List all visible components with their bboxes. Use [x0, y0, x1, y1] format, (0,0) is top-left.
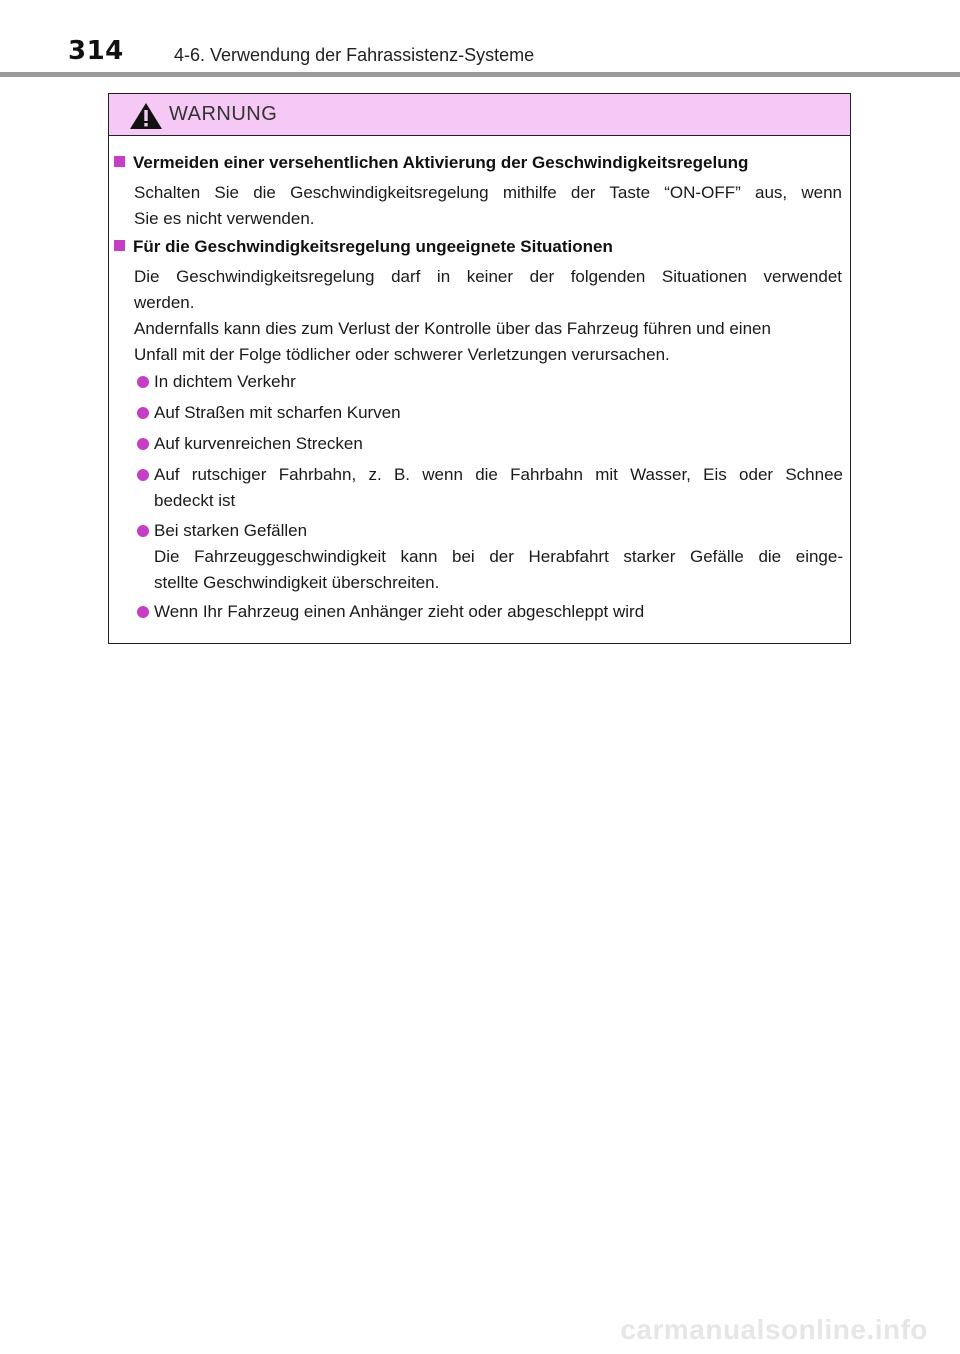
- section-heading: [114, 153, 748, 173]
- section-heading: [114, 237, 613, 257]
- list-item: [137, 431, 843, 457]
- section-heading-text: Vermeiden einer versehentlichen Aktivierung der Geschwindigkeitsregelung: [133, 153, 749, 172]
- text-line: Die Fahrzeuggeschwindigkeit kann bei der Herabfahrt starker Gefälle die einge-: [154, 547, 843, 566]
- section-paragraph: [134, 180, 842, 232]
- section-title: 4-6. Verwendung der Fahrassistenz-Systeme: [174, 45, 535, 65]
- page-header: [0, 0, 960, 78]
- round-bullet-icon: [137, 438, 149, 450]
- list-item-text: [154, 462, 843, 514]
- list-item: [137, 369, 843, 395]
- list-item: [137, 400, 843, 426]
- list-item: [137, 518, 843, 596]
- list-item-text: Auf kurvenreichen Strecken: [154, 434, 363, 453]
- list-item-text: In dichtem Verkehr: [154, 372, 296, 391]
- round-bullet-icon: [137, 525, 149, 537]
- text-line: werden.: [134, 293, 195, 312]
- page-number: 314: [68, 36, 124, 66]
- section-paragraph: [134, 264, 842, 368]
- list-item-text: [154, 518, 843, 596]
- text-line: Auf rutschiger Fahrbahn, z. B. wenn die Fahrbahn mit Wasser, Eis oder Schnee: [154, 465, 843, 484]
- warning-box: [108, 93, 851, 644]
- text-line: Schalten Sie die Geschwindigkeitsregelung mithilfe der Taste “ON-OFF” aus, wenn: [134, 183, 842, 202]
- list-item: [137, 462, 843, 514]
- text-line: stellte Geschwindigkeit überschreiten.: [154, 573, 440, 592]
- list-item-text: Wenn Ihr Fahrzeug einen Anhänger zieht oder abgeschleppt wird: [154, 602, 645, 621]
- text-line: bedeckt ist: [154, 491, 236, 510]
- section-heading-text: Für die Geschwindigkeitsregelung ungeeignete Situationen: [133, 237, 613, 256]
- text-line: Andernfalls kann dies zum Verlust der Kontrolle über das Fahrzeug führen und einen: [134, 319, 771, 338]
- warning-label: WARNUNG: [169, 103, 278, 125]
- round-bullet-icon: [137, 469, 149, 481]
- text-line: Sie es nicht verwenden.: [134, 209, 315, 228]
- round-bullet-icon: [137, 376, 149, 388]
- text-line: Unfall mit der Folge tödlicher oder schwerer Verletzungen verursachen.: [134, 345, 670, 364]
- header-rule: [0, 72, 960, 77]
- watermark: carmanualsonline.info: [620, 1314, 928, 1345]
- text-line: Die Geschwindigkeitsregelung darf in keiner der folgenden Situationen verwendet: [134, 267, 842, 286]
- text-line: Bei starken Gefällen: [154, 521, 308, 540]
- warning-header: [109, 94, 850, 136]
- square-bullet-icon: [114, 156, 125, 167]
- warning-triangle-icon: [129, 102, 163, 130]
- square-bullet-icon: [114, 240, 125, 251]
- round-bullet-icon: [137, 407, 149, 419]
- round-bullet-icon: [137, 606, 149, 618]
- list-item-text: Auf Straßen mit scharfen Kurven: [154, 403, 401, 422]
- list-item: [137, 599, 843, 625]
